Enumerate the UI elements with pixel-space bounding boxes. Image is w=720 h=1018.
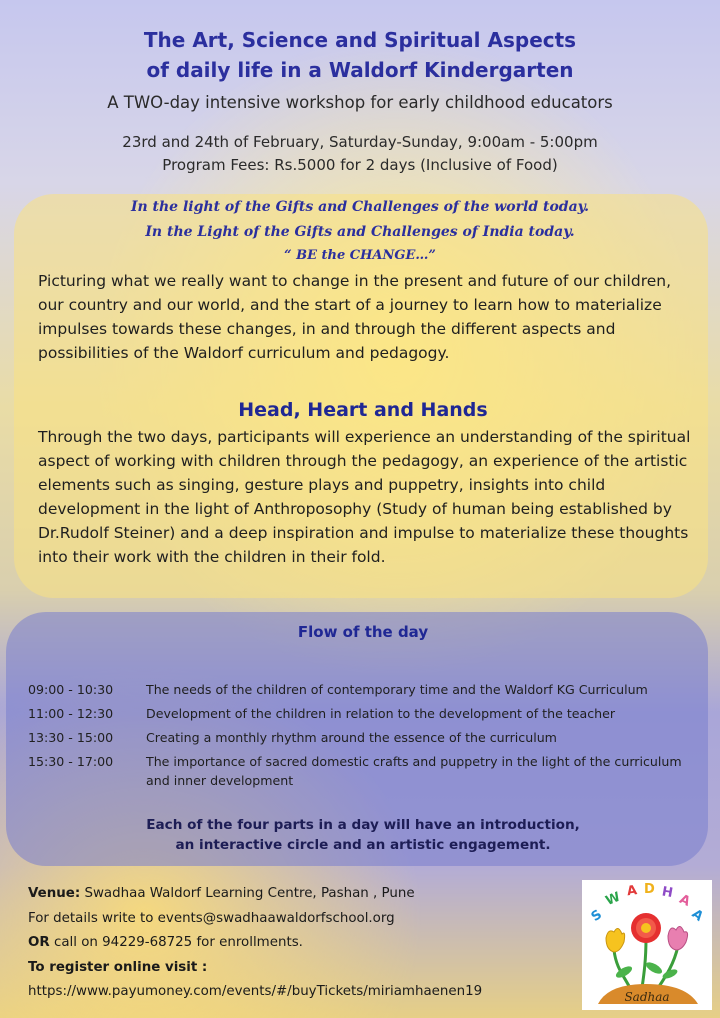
- hhh-paragraph: Through the two days, participants will experience an understanding of the spiritual aspect of working with children through the pedagogy, an experience of the artistic elements such as singing, gesture plays and puppetry, insights into child development in the light of Anthroposophy (Study of human being established by Dr.Rudolf Steiner) and a deep inspiration and impulse to materialize these thoughts into their work with the children in their fold.: [38, 428, 691, 566]
- register-label: To register online visit :: [28, 959, 208, 975]
- swadhaa-logo: [582, 880, 712, 1010]
- call-or: OR: [28, 935, 50, 950]
- flower-logo-icon: [582, 880, 712, 1010]
- title-line-2: of daily life in a Waldorf Kindergarten: [146, 58, 574, 82]
- schedule-desc: The needs of the children of contemporary time and the Waldorf KG Curriculum: [146, 682, 648, 697]
- schedule-desc: Development of the children in relation to the development of the teacher: [146, 706, 616, 721]
- schedule-time: 11:00 - 12:30: [28, 706, 114, 721]
- details-line: For details write to events@swadhaawaldorfschool.org: [28, 910, 395, 926]
- flow-closing-line-1: Each of the four parts in a day will have an introduction,: [146, 817, 580, 833]
- venue-value: Swadhaa Waldorf Learning Centre, Pashan , Pune: [80, 886, 415, 901]
- logo-letter: W: [603, 889, 623, 909]
- flow-closing-line-2: an interactive circle and an artistic engagement.: [175, 837, 551, 853]
- schedule-row: [28, 728, 708, 747]
- hhh-heading: Head, Heart and Hands: [238, 399, 488, 421]
- schedule-desc: Creating a monthly rhythm around the essence of the curriculum: [146, 730, 557, 745]
- logo-letter: S: [588, 907, 605, 925]
- intro-line-1: In the light of the Gifts and Challenges of the world today.: [130, 199, 590, 215]
- call-rest: call on 94229-68725 for enrollments.: [49, 935, 303, 950]
- schedule-row: [28, 752, 708, 790]
- schedule-time: 15:30 - 17:00: [28, 754, 114, 769]
- register-url[interactable]: https://www.payumoney.com/events/#/buyTickets/miriamhaenen19: [28, 984, 483, 999]
- logo-letter: A: [688, 906, 706, 925]
- schedule-time: 09:00 - 10:30: [28, 682, 114, 697]
- schedule-row: [28, 704, 708, 723]
- logo-letter: D: [644, 882, 655, 897]
- footer-info: [28, 882, 588, 1005]
- venue-line: [28, 882, 588, 907]
- logo-script-text: Sadhaa: [624, 990, 670, 1004]
- schedule-time: 13:30 - 15:00: [28, 730, 114, 745]
- schedule-list: [28, 680, 708, 795]
- intro-paragraph: Picturing what we really want to change in the present and future of our children, our country and our world, and the start of a journey to learn how to materialize impulses towards these changes, in and through the different aspects and possibilities of the Waldorf curriculum and pedagogy.: [38, 272, 672, 362]
- intro-line-3: “ BE the CHANGE…”: [284, 248, 436, 263]
- intro-line-2: In the Light of the Gifts and Challenges of India today.: [145, 224, 575, 240]
- logo-letter: A: [625, 883, 638, 900]
- venue-label: Venue:: [28, 886, 81, 901]
- dates: 23rd and 24th of February, Saturday-Sunday, 9:00am - 5:00pm: [122, 133, 598, 151]
- logo-letter: H: [660, 884, 675, 902]
- title-line-1: The Art, Science and Spiritual Aspects: [143, 28, 577, 52]
- fees: Program Fees: Rs.5000 for 2 days (Inclusive of Food): [162, 156, 558, 174]
- schedule-desc: The importance of sacred domestic crafts and puppetry in the light of the curriculum and inner development: [146, 754, 682, 788]
- call-line: [28, 931, 588, 956]
- flow-heading: Flow of the day: [297, 623, 429, 641]
- schedule-row: [28, 680, 708, 699]
- logo-letter: A: [676, 891, 693, 910]
- subtitle: A TWO-day intensive workshop for early childhood educators: [107, 93, 613, 112]
